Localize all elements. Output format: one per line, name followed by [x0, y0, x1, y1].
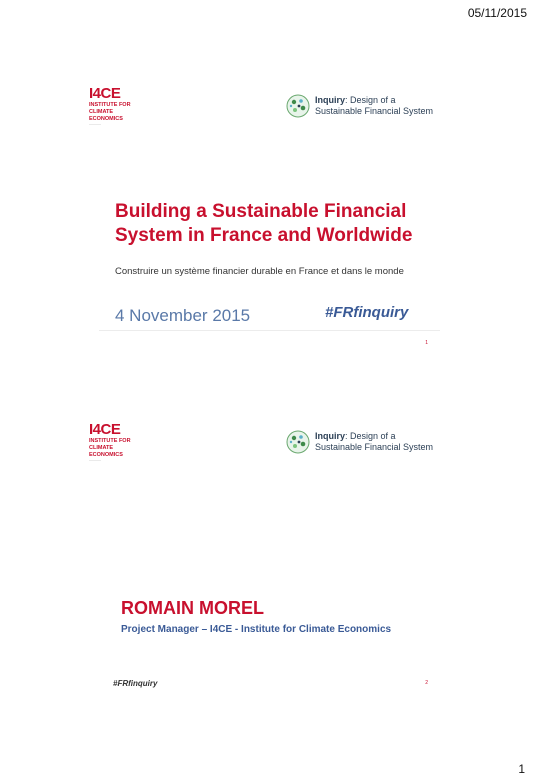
inquiry-logo-line2: Sustainable Financial System	[315, 442, 434, 452]
slide-subtitle: Construire un système financier durable en France et dans le monde	[115, 266, 404, 277]
slide-1	[85, 68, 440, 346]
slide-number: 1	[425, 340, 428, 346]
i4ce-logo: I4CE INSTITUTE FOR CLIMATE ECONOMICS ————	[89, 421, 131, 462]
inquiry-logo	[285, 93, 433, 119]
i4ce-logo-sub-2: CLIMATE	[89, 445, 114, 451]
i4ce-logo: I4CE INSTITUTE FOR CLIMATE ECONOMICS ————	[89, 85, 131, 126]
event-date: 4 November 2015	[115, 306, 251, 325]
inquiry-logo-bold: Inquiry	[315, 95, 346, 105]
header-date: 05/11/2015	[467, 6, 527, 20]
slide-number: 2	[425, 680, 428, 686]
speaker-role: Project Manager – I4CE - Institute for Climate Economics	[121, 624, 392, 635]
inquiry-logo-rest: : Design of a	[345, 431, 396, 441]
inquiry-logo-bold: Inquiry	[315, 431, 346, 441]
speaker-name: ROMAIN MOREL	[121, 598, 264, 618]
i4ce-logo-sub-3: ECONOMICS	[89, 116, 123, 122]
globe-icon	[285, 429, 311, 455]
i4ce-logo-mark: I4CE	[89, 421, 121, 438]
i4ce-logo-sub-1: INSTITUTE FOR	[89, 438, 131, 444]
slide-2	[85, 404, 440, 688]
footer-hashtag: #FRfinquiry	[113, 679, 158, 688]
page-number: 1	[518, 762, 525, 776]
i4ce-logo-mark: I4CE	[89, 85, 121, 102]
slide-divider	[99, 330, 440, 331]
i4ce-logo-sub-2: CLIMATE	[89, 109, 114, 115]
i4ce-logo-sub-3: ECONOMICS	[89, 452, 123, 458]
inquiry-logo-line2: Sustainable Financial System	[315, 106, 434, 116]
inquiry-logo	[285, 429, 433, 455]
slide-title-line-2: System in France and Worldwide	[115, 225, 413, 246]
event-hashtag: #FRfinquiry	[325, 304, 409, 321]
inquiry-logo-rest: : Design of a	[345, 95, 396, 105]
slide-title	[115, 200, 435, 248]
globe-icon	[285, 93, 311, 119]
i4ce-logo-sub-1: INSTITUTE FOR	[89, 102, 131, 108]
slide-title-line-1: Building a Sustainable Financial	[115, 201, 407, 222]
